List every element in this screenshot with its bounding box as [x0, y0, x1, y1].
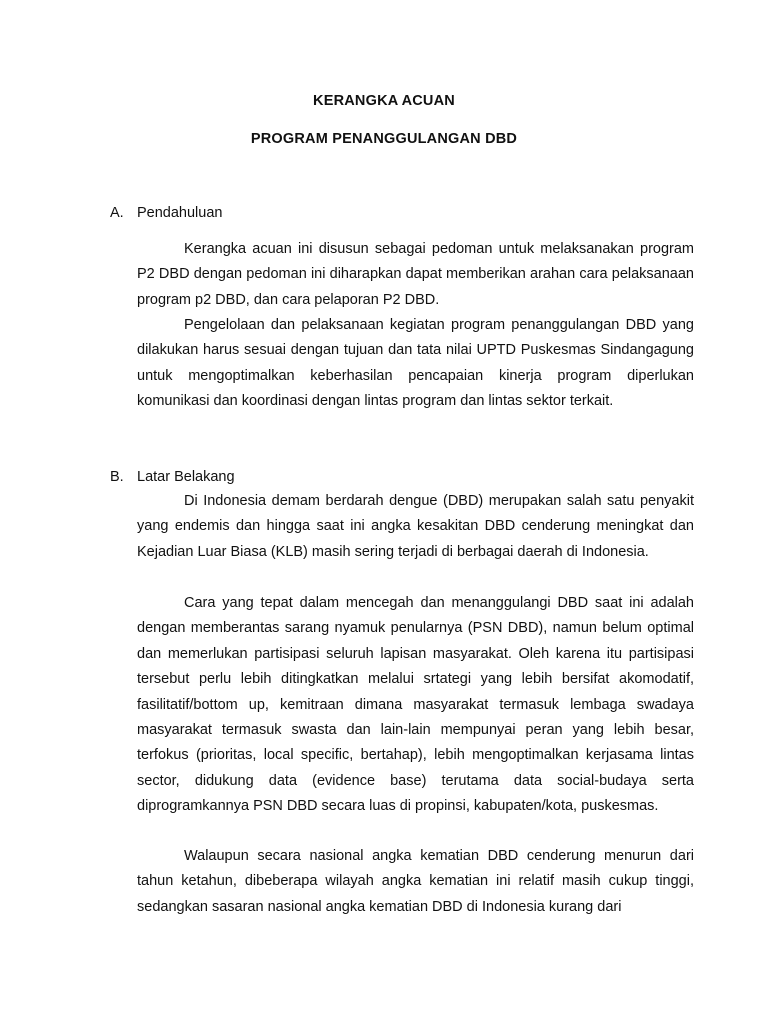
paragraph: Walaupun secara nasional angka kematian DBD cenderung menurun dari tahun ketahun, dibeberapa wilayah angka kematian ini relatif masih cukup tinggi, sedangkan sasaran nasional angka kematian DBD di Indonesia kurang dari	[137, 848, 694, 915]
section-letter: B.	[110, 469, 124, 485]
paragraph: Cara yang tepat dalam mencegah dan menanggulangi DBD saat ini adalah dengan memberantas sarang nyamuk penularnya (PSN DBD), namun belum optimal dan memerlukan partisipasi seluruh lapisan masyarakat. Oleh karena itu partisipasi tersebut perlu lebih ditingkatkan melalui srtategi yang lebih bersifat akomodatif, fasilitatif/bottom up, kemitraan dimana masyarakat termasuk lembaga swadaya masyarakat termasuk swasta dan lain-lain mempunyai peran yang lebih besar, terfokus (prioritas, local specific, bertahap), lebih mengoptimalkan kerjasama lintas sector, didukung data (evidence base) terutama data social-budaya serta diprogramkannya PSN DBD secara luas di propinsi, kabupaten/kota, puskesmas.	[137, 595, 694, 815]
section-title: Pendahuluan	[137, 205, 223, 221]
section-title: Latar Belakang	[137, 469, 235, 485]
section-heading-pendahuluan	[110, 205, 222, 221]
paragraph: Kerangka acuan ini disusun sebagai pedoman untuk melaksanakan program P2 DBD dengan pedoman ini diharapkan dapat memberikan arahan cara pelaksanaan program p2 DBD, dan cara pelaporan P2 DBD.	[137, 241, 694, 308]
document-subtitle: PROGRAM PENANGGULANGAN DBD	[250, 131, 518, 147]
paragraph: Pengelolaan dan pelaksanaan kegiatan program penanggulangan DBD yang dilakukan harus sesuai dengan tujuan dan tata nilai UPTD Puskesmas Sindangagung untuk mengoptimalkan keberhasilan pencapaian kinerja program diperlukan komunikasi dan koordinasi dengan lintas program dan lintas sektor terkait.	[137, 317, 694, 410]
paragraph: Di Indonesia demam berdarah dengue (DBD) merupakan salah satu penyakit yang endemis dan hingga saat ini angka kesakitan DBD cenderung meningkat dan Kejadian Luar Biasa (KLB) masih sering terjadi di berbagai daerah di Indonesia.	[137, 493, 694, 560]
section-letter: A.	[110, 205, 124, 221]
document-title: KERANGKA ACUAN	[313, 93, 455, 109]
section-heading-latar-belakang	[110, 469, 235, 485]
